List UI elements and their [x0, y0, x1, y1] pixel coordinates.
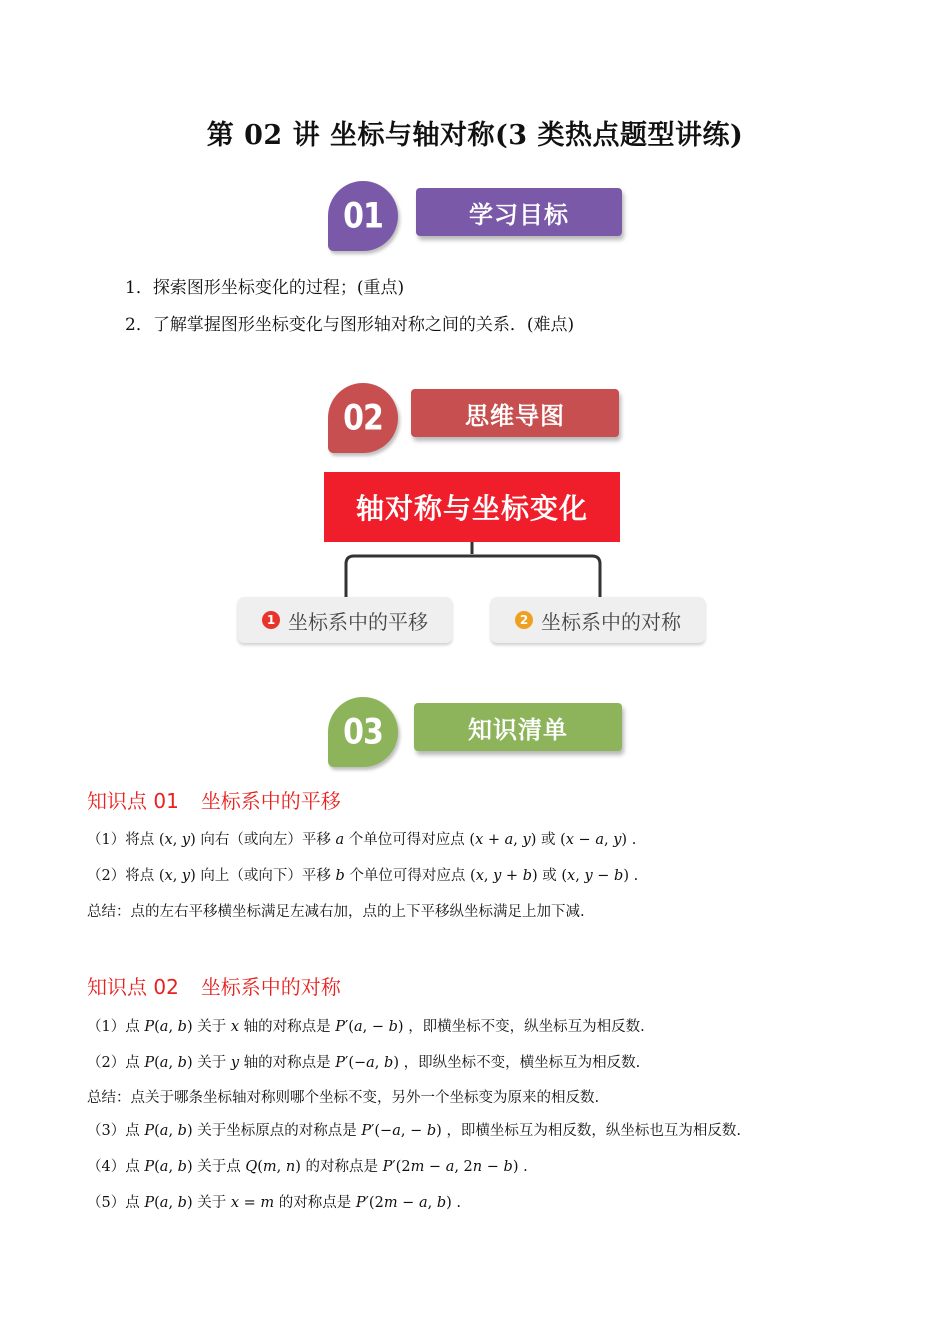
section-banner-mind-map: 思维导图	[411, 389, 619, 437]
kp2-line-2: （2）点 P(a, b) 关于 y 轴的对称点是 P′(−a, b) ，即纵坐标不变，横坐标互为相反数.	[87, 1055, 641, 1071]
page-title: 第 02 讲 坐标与轴对称(3 类热点题型讲练)	[206, 120, 744, 151]
kp1-line-2: （2）将点 (x, y) 向上（或向下）平移 b 个单位可得对应点 (x, y + b) 或 (x, y − b) .	[87, 868, 639, 884]
kp1-line-1: （1）将点 (x, y) 向右（或向左）平移 a 个单位可得对应点 (x + a, y) 或 (x − a, y) .	[87, 832, 637, 848]
kp2-line-3: （3）点 P(a, b) 关于坐标原点的对称点是 P′(−a, − b) ，即横坐标互为相反数，纵坐标也互为相反数.	[87, 1123, 742, 1139]
kp1-summary: 总结：点的左右平移横坐标满足左减右加，点的上下平移纵坐标满足上加下减.	[87, 904, 585, 920]
number-2-icon: 2	[515, 611, 533, 629]
section-badge-03: 03	[328, 697, 398, 767]
kp2-line-1: （1）点 P(a, b) 关于 x 轴的对称点是 P′(a, − b) ，即横坐标不变，纵坐标互为相反数.	[87, 1019, 645, 1035]
mindmap-node-translation: 1 坐标系中的平移	[238, 597, 452, 643]
section-badge-01: 01	[328, 181, 398, 251]
kp1-heading: 知识点 01 坐标系中的平移	[87, 789, 341, 813]
kp2-line-4: （4）点 P(a, b) 关于点 Q(m, n) 的对称点是 P′(2m − a, 2n − b) .	[87, 1159, 528, 1175]
kp2-heading: 知识点 02 坐标系中的对称	[87, 975, 341, 999]
kp2-line-5: （5）点 P(a, b) 关于 x = m 的对称点是 P′(2m − a, b) .	[87, 1195, 462, 1211]
kp2-summary: 总结：点关于哪条坐标轴对称则哪个坐标不变，另外一个坐标变为原来的相反数.	[87, 1090, 600, 1106]
section-banner-study-goals: 学习目标	[416, 188, 622, 236]
mindmap-root: 轴对称与坐标变化	[324, 472, 620, 542]
section-banner-knowledge-list: 知识清单	[414, 703, 622, 751]
mindmap-connector	[330, 540, 620, 600]
mindmap-node-symmetry: 2 坐标系中的对称	[491, 597, 705, 643]
objective-2: 2．了解掌握图形坐标变化与图形轴对称之间的关系．(难点)	[125, 315, 575, 335]
section-badge-02: 02	[328, 383, 398, 453]
objective-1: 1．探索图形坐标变化的过程；(重点)	[125, 278, 405, 298]
number-1-icon: 1	[262, 611, 280, 629]
